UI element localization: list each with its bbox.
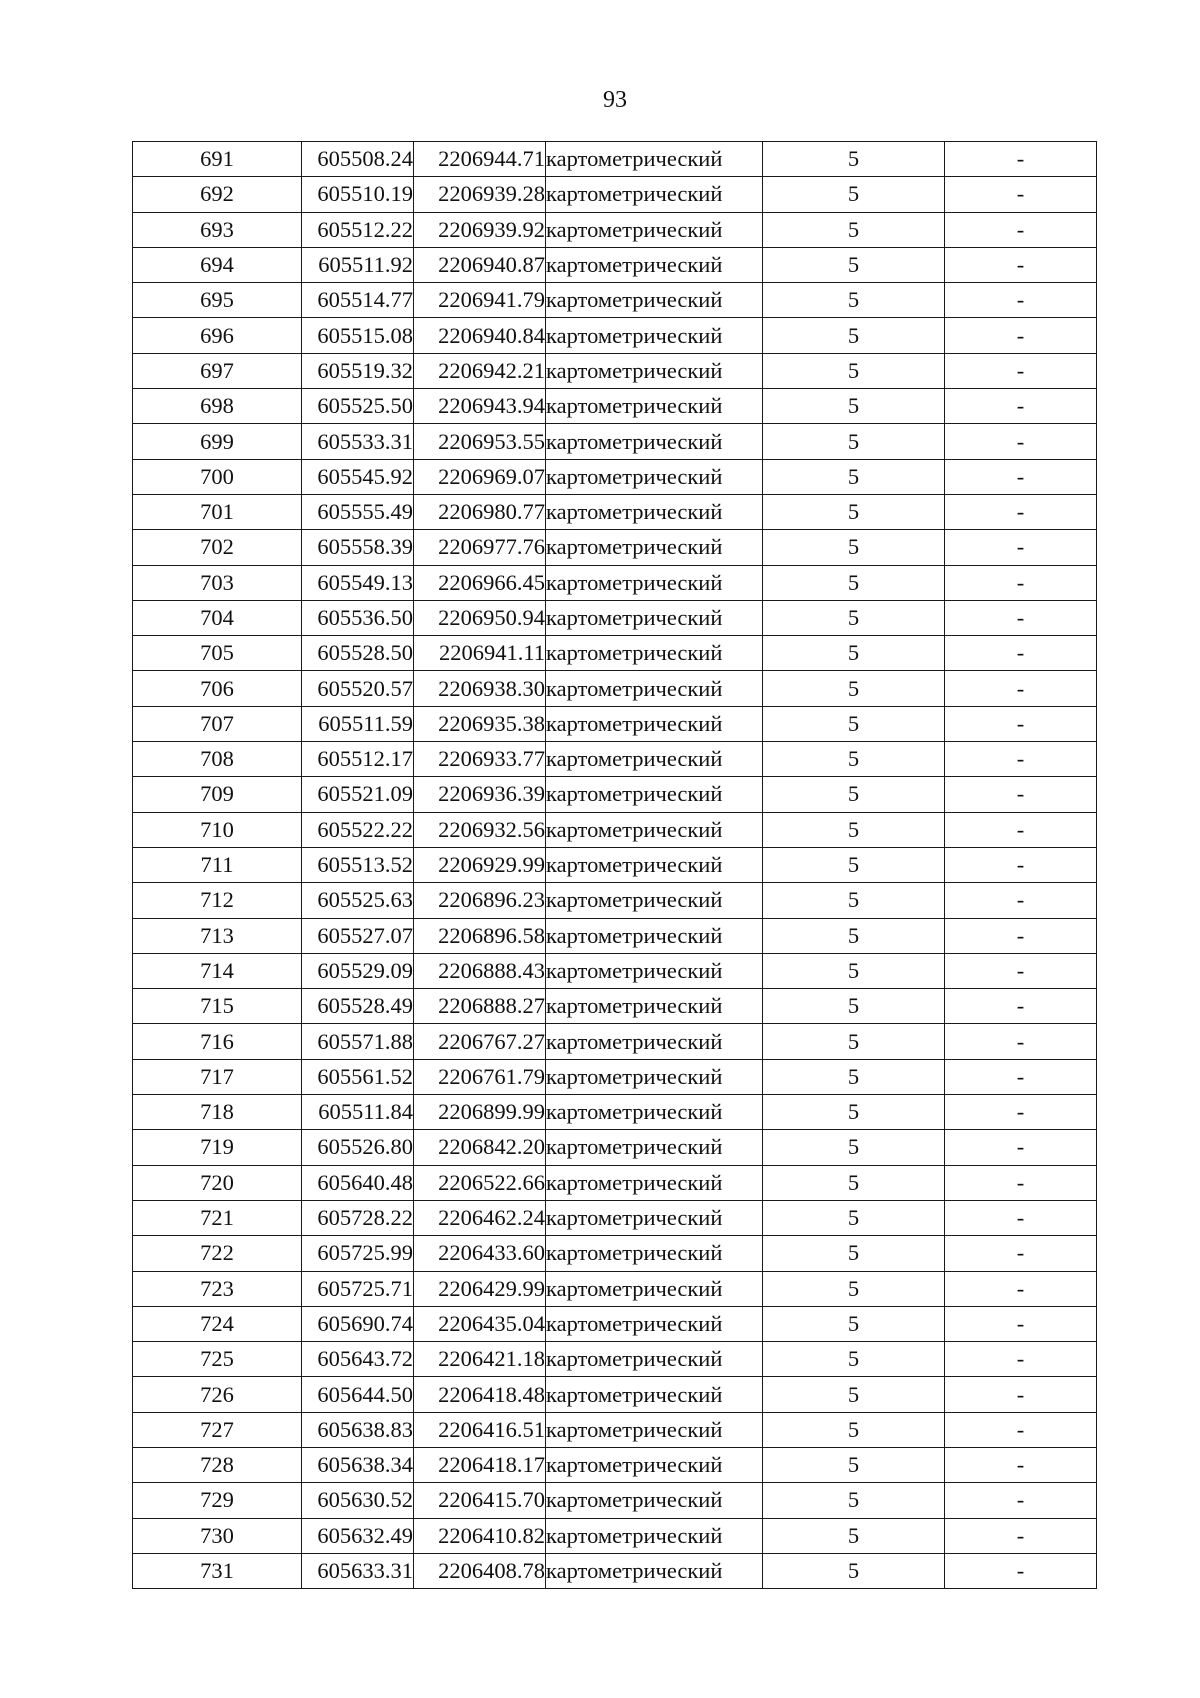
note-cell: - [945, 494, 1097, 529]
accuracy-cell: 5 [763, 1342, 945, 1377]
point-number-cell: 700 [133, 459, 302, 494]
point-number-cell: 730 [133, 1518, 302, 1553]
accuracy-cell: 5 [763, 1130, 945, 1165]
note-cell: - [945, 1518, 1097, 1553]
note-cell: - [945, 671, 1097, 706]
point-number-cell: 714 [133, 953, 302, 988]
note-cell: - [945, 1236, 1097, 1271]
y-coordinate-cell: 2206953.55 [414, 424, 546, 459]
accuracy-cell: 5 [763, 1200, 945, 1235]
accuracy-cell: 5 [763, 318, 945, 353]
method-cell: картометрический [546, 494, 763, 529]
table-row [133, 847, 1097, 882]
accuracy-cell: 5 [763, 212, 945, 247]
accuracy-cell: 5 [763, 424, 945, 459]
y-coordinate-cell: 2206966.45 [414, 565, 546, 600]
table-row [133, 1412, 1097, 1447]
x-coordinate-cell: 605549.13 [302, 565, 414, 600]
table-row [133, 742, 1097, 777]
point-number-cell: 728 [133, 1447, 302, 1482]
method-cell: картометрический [546, 1483, 763, 1518]
accuracy-cell: 5 [763, 353, 945, 388]
point-number-cell: 724 [133, 1306, 302, 1341]
note-cell: - [945, 1483, 1097, 1518]
x-coordinate-cell: 605519.32 [302, 353, 414, 388]
point-number-cell: 705 [133, 636, 302, 671]
y-coordinate-cell: 2206462.24 [414, 1200, 546, 1235]
table-row [133, 706, 1097, 741]
y-coordinate-cell: 2206896.58 [414, 918, 546, 953]
note-cell: - [945, 1377, 1097, 1412]
method-cell: картометрический [546, 389, 763, 424]
table-row [133, 1024, 1097, 1059]
y-coordinate-cell: 2206935.38 [414, 706, 546, 741]
y-coordinate-cell: 2206939.92 [414, 212, 546, 247]
x-coordinate-cell: 605728.22 [302, 1200, 414, 1235]
accuracy-cell: 5 [763, 565, 945, 600]
method-cell: картометрический [546, 883, 763, 918]
method-cell: картометрический [546, 283, 763, 318]
accuracy-cell: 5 [763, 142, 945, 177]
x-coordinate-cell: 605527.07 [302, 918, 414, 953]
point-number-cell: 719 [133, 1130, 302, 1165]
point-number-cell: 713 [133, 918, 302, 953]
method-cell: картометрический [546, 918, 763, 953]
table-row [133, 530, 1097, 565]
accuracy-cell: 5 [763, 847, 945, 882]
y-coordinate-cell: 2206936.39 [414, 777, 546, 812]
method-cell: картометрический [546, 247, 763, 282]
method-cell: картометрический [546, 1059, 763, 1094]
method-cell: картометрический [546, 1165, 763, 1200]
x-coordinate-cell: 605511.59 [302, 706, 414, 741]
accuracy-cell: 5 [763, 953, 945, 988]
x-coordinate-cell: 605511.84 [302, 1095, 414, 1130]
accuracy-cell: 5 [763, 600, 945, 635]
note-cell: - [945, 565, 1097, 600]
accuracy-cell: 5 [763, 706, 945, 741]
accuracy-cell: 5 [763, 918, 945, 953]
note-cell: - [945, 706, 1097, 741]
method-cell: картометрический [546, 812, 763, 847]
method-cell: картометрический [546, 459, 763, 494]
y-coordinate-cell: 2206941.11 [414, 636, 546, 671]
x-coordinate-cell: 605508.24 [302, 142, 414, 177]
table-row [133, 1095, 1097, 1130]
point-number-cell: 691 [133, 142, 302, 177]
accuracy-cell: 5 [763, 247, 945, 282]
point-number-cell: 722 [133, 1236, 302, 1271]
y-coordinate-cell: 2206941.79 [414, 283, 546, 318]
note-cell: - [945, 812, 1097, 847]
y-coordinate-cell: 2206418.48 [414, 1377, 546, 1412]
y-coordinate-cell: 2206977.76 [414, 530, 546, 565]
method-cell: картометрический [546, 177, 763, 212]
table-row [133, 600, 1097, 635]
note-cell: - [945, 389, 1097, 424]
accuracy-cell: 5 [763, 283, 945, 318]
table-row [133, 989, 1097, 1024]
table-row [133, 1306, 1097, 1341]
table-row [133, 812, 1097, 847]
point-number-cell: 694 [133, 247, 302, 282]
table-row [133, 671, 1097, 706]
table-row [133, 565, 1097, 600]
method-cell: картометрический [546, 1130, 763, 1165]
accuracy-cell: 5 [763, 1059, 945, 1094]
x-coordinate-cell: 605533.31 [302, 424, 414, 459]
x-coordinate-cell: 605515.08 [302, 318, 414, 353]
method-cell: картометрический [546, 1024, 763, 1059]
method-cell: картометрический [546, 1095, 763, 1130]
point-number-cell: 709 [133, 777, 302, 812]
y-coordinate-cell: 2206938.30 [414, 671, 546, 706]
table-row [133, 212, 1097, 247]
accuracy-cell: 5 [763, 1236, 945, 1271]
x-coordinate-cell: 605526.80 [302, 1130, 414, 1165]
point-number-cell: 727 [133, 1412, 302, 1447]
note-cell: - [945, 847, 1097, 882]
table-row [133, 353, 1097, 388]
method-cell: картометрический [546, 1342, 763, 1377]
y-coordinate-cell: 2206522.66 [414, 1165, 546, 1200]
x-coordinate-cell: 605632.49 [302, 1518, 414, 1553]
method-cell: картометрический [546, 1518, 763, 1553]
y-coordinate-cell: 2206842.20 [414, 1130, 546, 1165]
table-row [133, 247, 1097, 282]
y-coordinate-cell: 2206929.99 [414, 847, 546, 882]
point-number-cell: 723 [133, 1271, 302, 1306]
accuracy-cell: 5 [763, 1165, 945, 1200]
accuracy-cell: 5 [763, 1271, 945, 1306]
x-coordinate-cell: 605555.49 [302, 494, 414, 529]
x-coordinate-cell: 605525.63 [302, 883, 414, 918]
method-cell: картометрический [546, 742, 763, 777]
method-cell: картометрический [546, 212, 763, 247]
x-coordinate-cell: 605640.48 [302, 1165, 414, 1200]
table-row [133, 953, 1097, 988]
x-coordinate-cell: 605513.52 [302, 847, 414, 882]
y-coordinate-cell: 2206767.27 [414, 1024, 546, 1059]
x-coordinate-cell: 605638.34 [302, 1447, 414, 1482]
table-row [133, 1059, 1097, 1094]
y-coordinate-cell: 2206429.99 [414, 1271, 546, 1306]
accuracy-cell: 5 [763, 989, 945, 1024]
x-coordinate-cell: 605571.88 [302, 1024, 414, 1059]
y-coordinate-cell: 2206969.07 [414, 459, 546, 494]
point-number-cell: 711 [133, 847, 302, 882]
y-coordinate-cell: 2206944.71 [414, 142, 546, 177]
note-cell: - [945, 1059, 1097, 1094]
note-cell: - [945, 883, 1097, 918]
point-number-cell: 729 [133, 1483, 302, 1518]
note-cell: - [945, 989, 1097, 1024]
table-row [133, 494, 1097, 529]
point-number-cell: 695 [133, 283, 302, 318]
table-row [133, 142, 1097, 177]
point-number-cell: 731 [133, 1553, 302, 1588]
x-coordinate-cell: 605510.19 [302, 177, 414, 212]
note-cell: - [945, 177, 1097, 212]
note-cell: - [945, 777, 1097, 812]
y-coordinate-cell: 2206888.27 [414, 989, 546, 1024]
table-row [133, 1342, 1097, 1377]
note-cell: - [945, 1024, 1097, 1059]
page-number: 93 [603, 87, 627, 113]
accuracy-cell: 5 [763, 1447, 945, 1482]
point-number-cell: 696 [133, 318, 302, 353]
accuracy-cell: 5 [763, 530, 945, 565]
table-row [133, 318, 1097, 353]
y-coordinate-cell: 2206421.18 [414, 1342, 546, 1377]
x-coordinate-cell: 605545.92 [302, 459, 414, 494]
method-cell: картометрический [546, 1271, 763, 1306]
note-cell: - [945, 353, 1097, 388]
point-number-cell: 708 [133, 742, 302, 777]
point-number-cell: 699 [133, 424, 302, 459]
note-cell: - [945, 742, 1097, 777]
y-coordinate-cell: 2206950.94 [414, 600, 546, 635]
point-number-cell: 712 [133, 883, 302, 918]
point-number-cell: 725 [133, 1342, 302, 1377]
x-coordinate-cell: 605561.52 [302, 1059, 414, 1094]
table-row [133, 1483, 1097, 1518]
x-coordinate-cell: 605525.50 [302, 389, 414, 424]
note-cell: - [945, 1200, 1097, 1235]
y-coordinate-cell: 2206899.99 [414, 1095, 546, 1130]
x-coordinate-cell: 605528.50 [302, 636, 414, 671]
x-coordinate-cell: 605633.31 [302, 1553, 414, 1588]
accuracy-cell: 5 [763, 459, 945, 494]
method-cell: картометрический [546, 1553, 763, 1588]
table-row [133, 1200, 1097, 1235]
method-cell: картометрический [546, 1377, 763, 1412]
x-coordinate-cell: 605644.50 [302, 1377, 414, 1412]
note-cell: - [945, 1342, 1097, 1377]
note-cell: - [945, 953, 1097, 988]
x-coordinate-cell: 605520.57 [302, 671, 414, 706]
method-cell: картометрический [546, 530, 763, 565]
x-coordinate-cell: 605528.49 [302, 989, 414, 1024]
note-cell: - [945, 1447, 1097, 1482]
x-coordinate-cell: 605630.52 [302, 1483, 414, 1518]
method-cell: картометрический [546, 706, 763, 741]
y-coordinate-cell: 2206933.77 [414, 742, 546, 777]
y-coordinate-cell: 2206410.82 [414, 1518, 546, 1553]
x-coordinate-cell: 605512.22 [302, 212, 414, 247]
point-number-cell: 701 [133, 494, 302, 529]
point-number-cell: 697 [133, 353, 302, 388]
point-number-cell: 693 [133, 212, 302, 247]
accuracy-cell: 5 [763, 1377, 945, 1412]
table-row [133, 389, 1097, 424]
point-number-cell: 715 [133, 989, 302, 1024]
method-cell: картометрический [546, 565, 763, 600]
accuracy-cell: 5 [763, 1306, 945, 1341]
x-coordinate-cell: 605521.09 [302, 777, 414, 812]
accuracy-cell: 5 [763, 883, 945, 918]
note-cell: - [945, 600, 1097, 635]
accuracy-cell: 5 [763, 1024, 945, 1059]
method-cell: картометрический [546, 424, 763, 459]
x-coordinate-cell: 605690.74 [302, 1306, 414, 1341]
note-cell: - [945, 918, 1097, 953]
table-row [133, 1165, 1097, 1200]
note-cell: - [945, 530, 1097, 565]
y-coordinate-cell: 2206433.60 [414, 1236, 546, 1271]
note-cell: - [945, 318, 1097, 353]
accuracy-cell: 5 [763, 494, 945, 529]
note-cell: - [945, 142, 1097, 177]
accuracy-cell: 5 [763, 1095, 945, 1130]
x-coordinate-cell: 605529.09 [302, 953, 414, 988]
table-row [133, 918, 1097, 953]
table-row [133, 459, 1097, 494]
point-number-cell: 702 [133, 530, 302, 565]
note-cell: - [945, 1553, 1097, 1588]
method-cell: картометрический [546, 353, 763, 388]
accuracy-cell: 5 [763, 389, 945, 424]
coordinates-table-body [133, 142, 1097, 1589]
y-coordinate-cell: 2206888.43 [414, 953, 546, 988]
point-number-cell: 703 [133, 565, 302, 600]
x-coordinate-cell: 605512.17 [302, 742, 414, 777]
point-number-cell: 726 [133, 1377, 302, 1412]
method-cell: картометрический [546, 847, 763, 882]
method-cell: картометрический [546, 636, 763, 671]
x-coordinate-cell: 605514.77 [302, 283, 414, 318]
y-coordinate-cell: 2206761.79 [414, 1059, 546, 1094]
x-coordinate-cell: 605725.71 [302, 1271, 414, 1306]
point-number-cell: 721 [133, 1200, 302, 1235]
table-row [133, 424, 1097, 459]
x-coordinate-cell: 605536.50 [302, 600, 414, 635]
y-coordinate-cell: 2206943.94 [414, 389, 546, 424]
table-row [133, 1447, 1097, 1482]
note-cell: - [945, 247, 1097, 282]
note-cell: - [945, 1130, 1097, 1165]
accuracy-cell: 5 [763, 742, 945, 777]
table-row [133, 1553, 1097, 1588]
x-coordinate-cell: 605725.99 [302, 1236, 414, 1271]
note-cell: - [945, 636, 1097, 671]
y-coordinate-cell: 2206435.04 [414, 1306, 546, 1341]
y-coordinate-cell: 2206980.77 [414, 494, 546, 529]
table-row [133, 1271, 1097, 1306]
accuracy-cell: 5 [763, 1483, 945, 1518]
x-coordinate-cell: 605643.72 [302, 1342, 414, 1377]
method-cell: картометрический [546, 777, 763, 812]
table-row [133, 883, 1097, 918]
method-cell: картометрический [546, 953, 763, 988]
method-cell: картометрический [546, 1447, 763, 1482]
y-coordinate-cell: 2206940.87 [414, 247, 546, 282]
note-cell: - [945, 459, 1097, 494]
x-coordinate-cell: 605558.39 [302, 530, 414, 565]
point-number-cell: 698 [133, 389, 302, 424]
y-coordinate-cell: 2206416.51 [414, 1412, 546, 1447]
accuracy-cell: 5 [763, 1553, 945, 1588]
point-number-cell: 717 [133, 1059, 302, 1094]
note-cell: - [945, 424, 1097, 459]
y-coordinate-cell: 2206942.21 [414, 353, 546, 388]
point-number-cell: 706 [133, 671, 302, 706]
point-number-cell: 720 [133, 1165, 302, 1200]
method-cell: картометрический [546, 989, 763, 1024]
method-cell: картометрический [546, 1306, 763, 1341]
y-coordinate-cell: 2206932.56 [414, 812, 546, 847]
accuracy-cell: 5 [763, 636, 945, 671]
table-row [133, 1236, 1097, 1271]
note-cell: - [945, 1271, 1097, 1306]
table-row [133, 1377, 1097, 1412]
accuracy-cell: 5 [763, 1518, 945, 1553]
x-coordinate-cell: 605638.83 [302, 1412, 414, 1447]
x-coordinate-cell: 605511.92 [302, 247, 414, 282]
y-coordinate-cell: 2206939.28 [414, 177, 546, 212]
y-coordinate-cell: 2206418.17 [414, 1447, 546, 1482]
point-number-cell: 718 [133, 1095, 302, 1130]
accuracy-cell: 5 [763, 671, 945, 706]
y-coordinate-cell: 2206896.23 [414, 883, 546, 918]
accuracy-cell: 5 [763, 1412, 945, 1447]
accuracy-cell: 5 [763, 177, 945, 212]
note-cell: - [945, 1412, 1097, 1447]
point-number-cell: 704 [133, 600, 302, 635]
x-coordinate-cell: 605522.22 [302, 812, 414, 847]
table-row [133, 177, 1097, 212]
y-coordinate-cell: 2206940.84 [414, 318, 546, 353]
method-cell: картометрический [546, 1236, 763, 1271]
note-cell: - [945, 1306, 1097, 1341]
method-cell: картометрический [546, 142, 763, 177]
table-row [133, 636, 1097, 671]
note-cell: - [945, 212, 1097, 247]
table-row [133, 777, 1097, 812]
point-number-cell: 707 [133, 706, 302, 741]
method-cell: картометрический [546, 671, 763, 706]
point-number-cell: 710 [133, 812, 302, 847]
y-coordinate-cell: 2206415.70 [414, 1483, 546, 1518]
accuracy-cell: 5 [763, 812, 945, 847]
y-coordinate-cell: 2206408.78 [414, 1553, 546, 1588]
coordinates-table [132, 141, 1097, 1589]
accuracy-cell: 5 [763, 777, 945, 812]
note-cell: - [945, 1095, 1097, 1130]
point-number-cell: 716 [133, 1024, 302, 1059]
table-row [133, 1518, 1097, 1553]
note-cell: - [945, 283, 1097, 318]
table-row [133, 283, 1097, 318]
method-cell: картометрический [546, 600, 763, 635]
table-row [133, 1130, 1097, 1165]
method-cell: картометрический [546, 1412, 763, 1447]
method-cell: картометрический [546, 318, 763, 353]
point-number-cell: 692 [133, 177, 302, 212]
method-cell: картометрический [546, 1200, 763, 1235]
note-cell: - [945, 1165, 1097, 1200]
